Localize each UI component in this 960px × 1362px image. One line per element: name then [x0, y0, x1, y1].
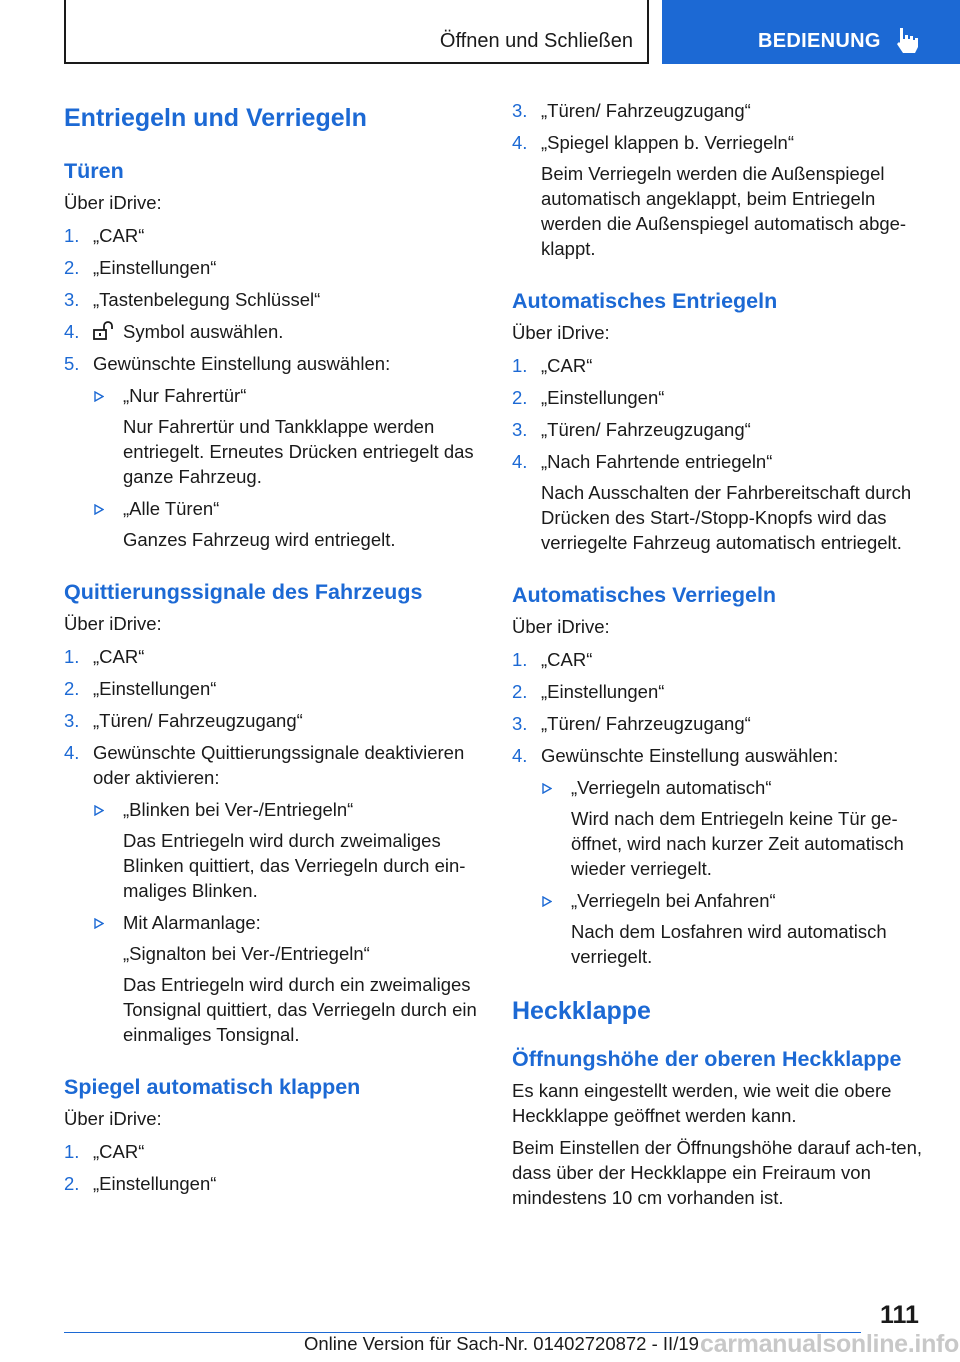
- triangle-bullet-icon: [94, 918, 104, 929]
- triangle-bullet-icon: [94, 805, 104, 816]
- heading-heckklappe: Heckklappe: [512, 997, 651, 1025]
- list-item: 1. „CAR“: [64, 225, 145, 246]
- section-title-auto-entriegeln: Automatisches Entriegeln: [512, 289, 778, 313]
- heck-paragraph-1: Es kann eingestellt werden, wie weit die obere Heckklappe geöffnet werden kann.: [512, 1080, 892, 1126]
- header-chapter-label: BEDIENUNG: [758, 30, 881, 52]
- triangle-bullet-icon: [542, 783, 552, 794]
- auto-ver-intro: Über iDrive:: [512, 616, 610, 637]
- left-column: [64, 100, 482, 1196]
- bullet-item: Mit Alarmanlage: „Signalton bei Ver-/Entriegeln“ Das Entriegeln wird durch ein zweimaliges Tonsignal quittiert, das Verriegeln durch ein einmaliges Tonsignal.: [93, 910, 482, 1047]
- auto-ent-desc: Nach Ausschalten der Fahrbereitschaft durch Drücken des Start-/Stopp-Knopfs wird das verriegelte Fahrzeug automatisch entriegelt.: [541, 482, 912, 553]
- watermark: carmanualsonline.info: [700, 1330, 960, 1358]
- list-item: 1. „CAR“: [64, 646, 145, 667]
- right-column: [512, 98, 932, 1210]
- bullet-item: „Verriegeln automatisch“ Wird nach dem Entriegeln keine Tür ge-öffnet, wird nach kurzer Zeit automatisch wieder verriegelt.: [541, 775, 932, 881]
- quitt-steps: [64, 644, 482, 1047]
- auto-ver-steps: [512, 647, 932, 969]
- turen-steps: [64, 223, 482, 552]
- main-heading: Entriegeln und Verriegeln: [64, 104, 367, 132]
- list-item: 4. Gewünschte Quittierungssignale deaktivieren oder aktivieren: „Blinken bei Ver-/Entriegeln“ Das Entriegeln wird durch zweimaliges Blinken quittiert, das Verriegeln durch ein-maliges Blinken. Mit Alarmanlage: „Signalton bei Ver-/Entriegeln“ Das Entriegeln wird durch ein zweimaliges Tonsignal quittiert, das Verriegeln durch ein einmaliges Tonsignal.: [64, 740, 482, 1047]
- list-item: 2. „Einstellungen“: [512, 387, 665, 408]
- spiegel-intro: Über iDrive:: [64, 1108, 162, 1129]
- triangle-bullet-icon: [542, 896, 552, 907]
- page-number: 111: [880, 1301, 919, 1329]
- bullet-item: „Blinken bei Ver-/Entriegeln“ Das Entriegeln wird durch zweimaliges Blinken quittiert, das Verriegeln durch ein-maliges Blinken.: [93, 797, 482, 903]
- section-title-auto-verriegeln: Automatisches Verriegeln: [512, 583, 777, 607]
- list-item: 4. Gewünschte Einstellung auswählen: „Verriegeln automatisch“ Wird nach dem Entriegeln keine Tür ge-öffnet, wird nach kurzer Zeit automatisch wieder verriegelt. „Verriegeln bei Anfahren“ Nach dem Losfahren wird automatisch verriegelt.: [512, 743, 932, 969]
- list-item: 2. „Einstellungen“: [64, 1173, 217, 1194]
- list-item: 3. „Tastenbelegung Schlüssel“: [64, 289, 321, 310]
- list-item: 3. „Türen/ Fahrzeugzugang“: [512, 419, 751, 440]
- list-item: 3. „Türen/ Fahrzeugzugang“: [512, 713, 751, 734]
- section-title-turen: Türen: [64, 159, 124, 183]
- triangle-bullet-icon: [94, 391, 104, 402]
- heck-paragraph-2: Beim Einstellen der Öffnungshöhe darauf ach-ten, dass über der Heckklappe ein Freiraum von mindestens 10 cm vorhanden ist.: [512, 1137, 922, 1208]
- quitt-intro: Über iDrive:: [64, 613, 162, 634]
- section-title-quittierung: Quittierungssignale des Fahrzeugs: [64, 580, 423, 604]
- spiegel-desc: Beim Verriegeln werden die Außenspiegel automatisch angeklappt, beim Entriegeln werden die Außenspiegel automatisch abge-klappt.: [541, 163, 907, 259]
- header-section-title: Öffnen und Schließen: [439, 30, 633, 52]
- list-item: 2. „Einstellungen“: [512, 681, 665, 702]
- turen-options: [93, 383, 482, 552]
- triangle-bullet-icon: [94, 504, 104, 515]
- quitt-options: [93, 797, 482, 1047]
- spiegel-steps-continued: [512, 98, 932, 261]
- list-item: 5. Gewünschte Einstellung auswählen: „Nur Fahrertür“ Nur Fahrertür und Tankklappe werden entriegelt. Erneutes Drücken entriegelt das ganze Fahrzeug. „Alle Türen“ Ganzes Fahrzeug wird entriegelt.: [64, 351, 482, 552]
- list-item: 3. „Türen/ Fahrzeugzugang“: [64, 710, 303, 731]
- list-item: 2. „Einstellungen“: [64, 678, 217, 699]
- page-header: [0, 0, 960, 66]
- list-item: 4. Symbol auswählen.: [64, 321, 284, 342]
- spiegel-steps: [64, 1139, 482, 1196]
- auto-ent-steps: [512, 353, 932, 555]
- bullet-item: „Verriegeln bei Anfahren“ Nach dem Losfahren wird automatisch verriegelt.: [541, 888, 932, 969]
- header-section-box: [64, 0, 649, 64]
- bullet-item: „Alle Türen“ Ganzes Fahrzeug wird entriegelt.: [93, 496, 482, 552]
- list-item: 3. „Türen/ Fahrzeugzugang“: [512, 100, 751, 121]
- section-title-spiegel: Spiegel automatisch klappen: [64, 1075, 361, 1099]
- list-item: 4. „Nach Fahrtende entriegeln“ Nach Ausschalten der Fahrbereitschaft durch Drücken des Start-/Stopp-Knopfs wird das verriegelte Fahrzeug automatisch entriegelt.: [512, 449, 932, 555]
- hand-pointer-icon: [894, 26, 920, 54]
- bullet-item: „Nur Fahrertür“ Nur Fahrertür und Tankklappe werden entriegelt. Erneutes Drücken entriegelt das ganze Fahrzeug.: [93, 383, 482, 489]
- section-title-oeffnungshoehe: Öffnungshöhe der oberen Heckklappe: [512, 1047, 902, 1071]
- footer-text: Online Version für Sach-Nr. 01402720872 - II/19: [304, 1333, 699, 1354]
- auto-ver-options: [541, 775, 932, 969]
- auto-ent-intro: Über iDrive:: [512, 322, 610, 343]
- list-item: 4. „Spiegel klappen b. Verriegeln“ Beim Verriegeln werden die Außenspiegel automatisch angeklappt, beim Entriegeln werden die Außenspiegel automatisch abge-klappt.: [512, 130, 932, 261]
- list-item: 2. „Einstellungen“: [64, 257, 217, 278]
- list-item: 1. „CAR“: [512, 649, 593, 670]
- header-chapter-tab: [662, 0, 960, 64]
- list-item: 1. „CAR“: [64, 1141, 145, 1162]
- list-item: 1. „CAR“: [512, 355, 593, 376]
- turen-intro: Über iDrive:: [64, 192, 162, 213]
- unlock-icon: [93, 321, 115, 341]
